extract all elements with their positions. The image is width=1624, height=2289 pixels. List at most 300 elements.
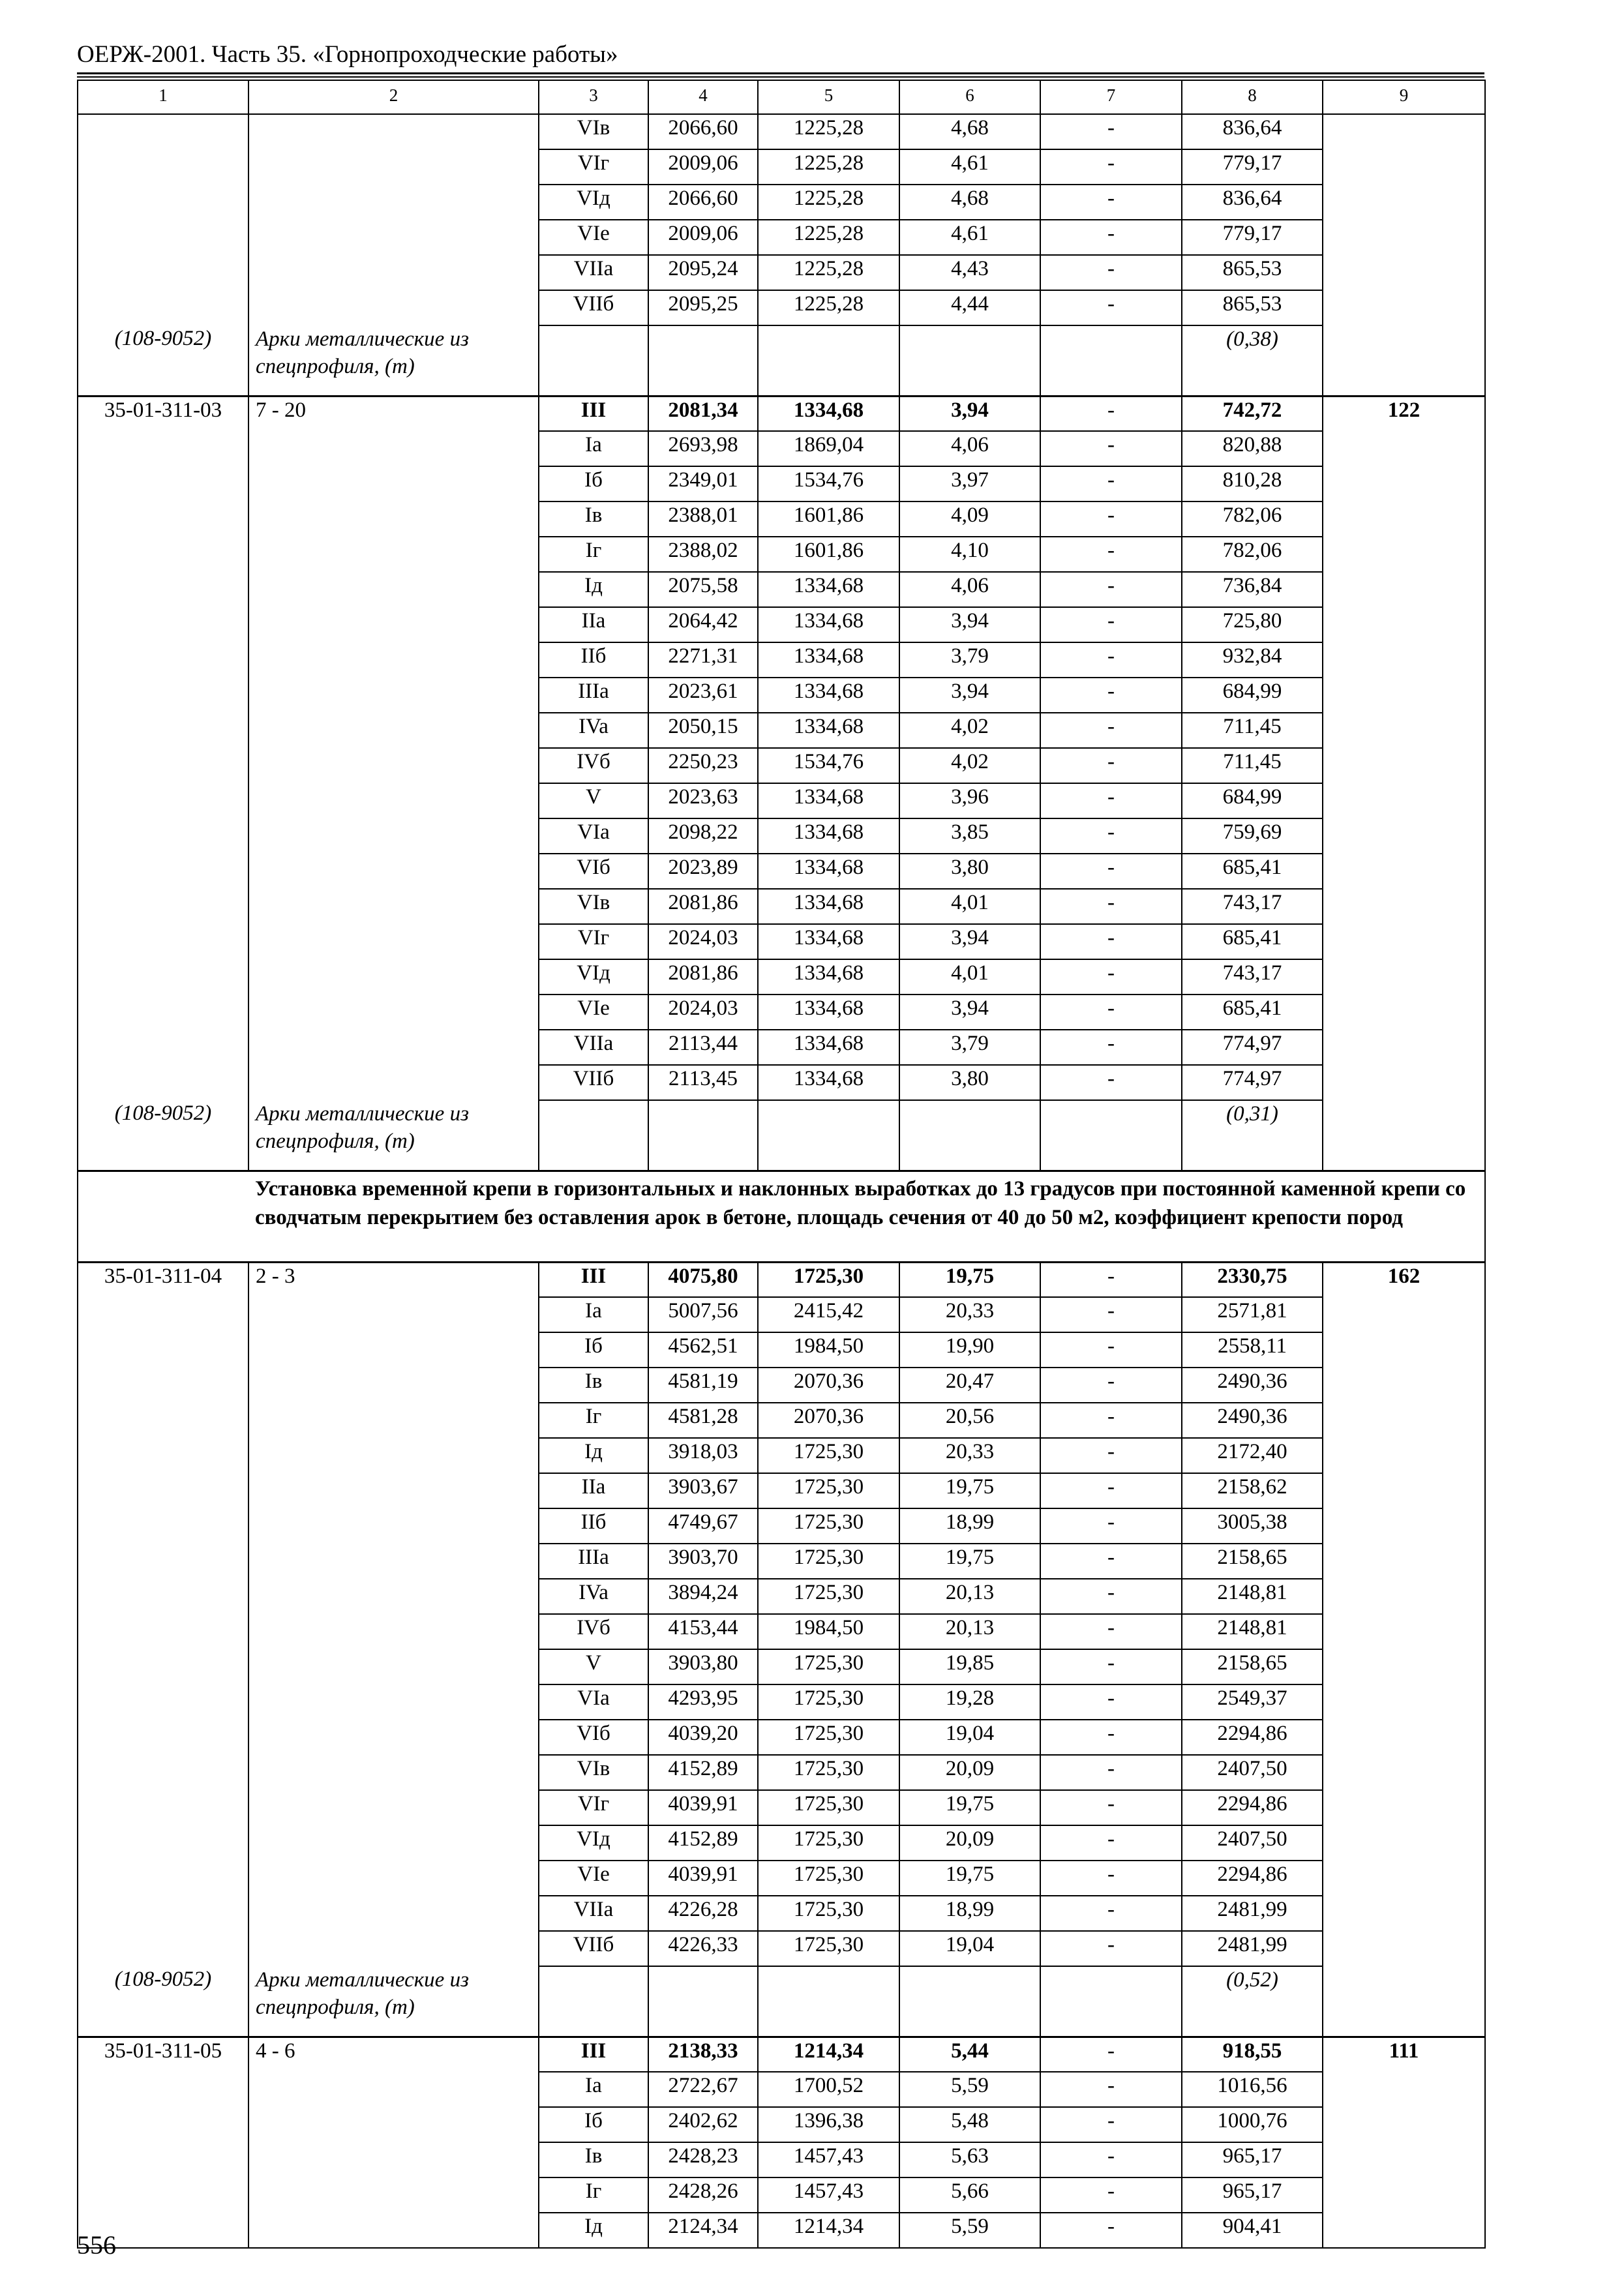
- total-cost-cell: 2428,26: [648, 2177, 758, 2213]
- labor-cell: [1323, 149, 1485, 185]
- region-cell: VIг: [539, 1790, 648, 1825]
- wages-cell: 1725,30: [758, 1790, 899, 1825]
- table-row: [78, 114, 1485, 149]
- machine-cost-cell: 3,97: [899, 466, 1040, 501]
- wages-cell: 1725,30: [758, 1649, 899, 1684]
- total-cost-cell: 2066,60: [648, 185, 758, 220]
- description-cell: [248, 924, 539, 959]
- table-row: [78, 924, 1485, 959]
- rate-code-cell: [78, 572, 248, 607]
- materials-cell: 2158,65: [1182, 1649, 1323, 1684]
- empty-cell: [78, 1171, 248, 1262]
- table-row: [78, 2107, 1485, 2142]
- labor-cell: [1323, 2072, 1485, 2107]
- labor-cell: [1323, 1438, 1485, 1473]
- labor-cell: [1323, 1720, 1485, 1755]
- materials-cell: 1016,56: [1182, 2072, 1323, 2107]
- total-cost-cell: 2388,01: [648, 501, 758, 537]
- labor-cell: [1323, 2107, 1485, 2142]
- total-cost-cell: 4581,19: [648, 1368, 758, 1403]
- region-cell: III: [539, 396, 648, 431]
- labor-cell: [1323, 537, 1485, 572]
- total-cost-cell: 4075,80: [648, 1262, 758, 1297]
- materials-cell: 820,88: [1182, 431, 1323, 466]
- table-row: [78, 1614, 1485, 1649]
- labor-cell: [1323, 1030, 1485, 1065]
- machine-cost-cell: 5,66: [899, 2177, 1040, 2213]
- description-cell: [248, 1403, 539, 1438]
- materials-cell: 865,53: [1182, 255, 1323, 290]
- machine-cost-cell: 19,85: [899, 1649, 1040, 1684]
- material-code: (108-9052): [78, 1966, 248, 2037]
- materials-cell: 2294,86: [1182, 1861, 1323, 1896]
- rate-code-cell: [78, 1065, 248, 1100]
- materials-cell: 2294,86: [1182, 1790, 1323, 1825]
- total-cost-cell: 2081,86: [648, 889, 758, 924]
- table-row: [78, 466, 1485, 501]
- total-cost-cell: 4293,95: [648, 1684, 758, 1720]
- empty-cell: [899, 1966, 1040, 2037]
- region-cell: V: [539, 783, 648, 818]
- rate-code-cell: [78, 466, 248, 501]
- total-cost-cell: 2250,23: [648, 748, 758, 783]
- labor-cell: [1323, 607, 1485, 642]
- rate-code-cell: [78, 1931, 248, 1966]
- labor-cell: [1323, 1684, 1485, 1720]
- description-cell: 2 - 3: [248, 1262, 539, 1297]
- description-cell: [248, 149, 539, 185]
- rate-code-cell: [78, 748, 248, 783]
- driver-wages-cell: -: [1040, 1861, 1182, 1896]
- rate-code-cell: [78, 783, 248, 818]
- wages-cell: 1984,50: [758, 1614, 899, 1649]
- machine-cost-cell: 19,75: [899, 1790, 1040, 1825]
- description-cell: [248, 1755, 539, 1790]
- machine-cost-cell: 4,61: [899, 220, 1040, 255]
- rate-code-cell: [78, 431, 248, 466]
- machine-cost-cell: 20,09: [899, 1755, 1040, 1790]
- wages-cell: 1334,68: [758, 783, 899, 818]
- table-row: [78, 1544, 1485, 1579]
- region-cell: VIд: [539, 1825, 648, 1861]
- machine-cost-cell: 19,75: [899, 1262, 1040, 1297]
- table-row: [78, 1297, 1485, 1332]
- driver-wages-cell: -: [1040, 1790, 1182, 1825]
- description-cell: [248, 1508, 539, 1544]
- labor-cell: [1323, 290, 1485, 325]
- total-cost-cell: 2113,44: [648, 1030, 758, 1065]
- section-heading: Установка временной крепи в горизонтальных и наклонных выработках до 13 градусов при постоянной каменной крепи со сводчатым перекрытием без оставления арок в бетоне, площадь сечения от 40 до 50 м2, коэффициент крепости пород: [248, 1171, 1485, 1262]
- table-row: [78, 1332, 1485, 1368]
- description-cell: [248, 1931, 539, 1966]
- machine-cost-cell: 20,33: [899, 1297, 1040, 1332]
- table-row: [78, 2072, 1485, 2107]
- table-row: [78, 1065, 1485, 1100]
- machine-cost-cell: 4,06: [899, 431, 1040, 466]
- description-cell: [248, 995, 539, 1030]
- wages-cell: 1334,68: [758, 818, 899, 854]
- driver-wages-cell: -: [1040, 2107, 1182, 2142]
- total-cost-cell: 2024,03: [648, 995, 758, 1030]
- rate-code-cell: [78, 924, 248, 959]
- table-row: [78, 2177, 1485, 2213]
- materials-cell: 965,17: [1182, 2177, 1323, 2213]
- materials-cell: 2481,99: [1182, 1931, 1323, 1966]
- materials-cell: 774,97: [1182, 1065, 1323, 1100]
- description-cell: [248, 1473, 539, 1508]
- empty-cell: [1040, 1100, 1182, 1171]
- materials-cell: 736,84: [1182, 572, 1323, 607]
- table-row: [78, 642, 1485, 678]
- driver-wages-cell: -: [1040, 995, 1182, 1030]
- region-cell: VIa: [539, 1684, 648, 1720]
- labor-cell: [1323, 995, 1485, 1030]
- wages-cell: 2415,42: [758, 1297, 899, 1332]
- labor-cell: [1323, 748, 1485, 783]
- driver-wages-cell: -: [1040, 290, 1182, 325]
- labor-cell: [1323, 572, 1485, 607]
- machine-cost-cell: 19,75: [899, 1473, 1040, 1508]
- table-row: [78, 572, 1485, 607]
- page-header: ОЕРЖ-2001. Часть 35. «Горнопроходческие работы»: [77, 41, 618, 68]
- table-row: [78, 1368, 1485, 1403]
- driver-wages-cell: -: [1040, 2037, 1182, 2072]
- description-cell: [248, 2107, 539, 2142]
- machine-cost-cell: 3,94: [899, 995, 1040, 1030]
- materials-cell: 685,41: [1182, 924, 1323, 959]
- empty-cell: [1323, 1100, 1485, 1171]
- materials-cell: 684,99: [1182, 678, 1323, 713]
- materials-cell: 2158,62: [1182, 1473, 1323, 1508]
- total-cost-cell: 2024,03: [648, 924, 758, 959]
- machine-cost-cell: 19,28: [899, 1684, 1040, 1720]
- region-cell: Iд: [539, 1438, 648, 1473]
- total-cost-cell: 2113,45: [648, 1065, 758, 1100]
- driver-wages-cell: -: [1040, 255, 1182, 290]
- rate-code-cell: [78, 1720, 248, 1755]
- labor-cell: [1323, 1649, 1485, 1684]
- description-cell: [248, 1438, 539, 1473]
- table-row: [78, 255, 1485, 290]
- wages-cell: 1700,52: [758, 2072, 899, 2107]
- empty-cell: [758, 1100, 899, 1171]
- materials-cell: 2330,75: [1182, 1262, 1323, 1297]
- region-cell: Iд: [539, 572, 648, 607]
- rate-code-cell: [78, 185, 248, 220]
- table-row: [78, 1825, 1485, 1861]
- machine-cost-cell: 5,63: [899, 2142, 1040, 2177]
- labor-cell: [1323, 2177, 1485, 2213]
- driver-wages-cell: -: [1040, 607, 1182, 642]
- driver-wages-cell: -: [1040, 924, 1182, 959]
- rate-code-cell: [78, 1614, 248, 1649]
- material-quantity: (0,31): [1182, 1100, 1323, 1171]
- material-quantity: (0,52): [1182, 1966, 1323, 2037]
- description-cell: [248, 220, 539, 255]
- description-cell: [248, 1030, 539, 1065]
- driver-wages-cell: -: [1040, 1508, 1182, 1544]
- region-cell: Ia: [539, 1297, 648, 1332]
- driver-wages-cell: -: [1040, 1473, 1182, 1508]
- driver-wages-cell: -: [1040, 1684, 1182, 1720]
- total-cost-cell: 4581,28: [648, 1403, 758, 1438]
- labor-cell: [1323, 1065, 1485, 1100]
- total-cost-cell: 2693,98: [648, 431, 758, 466]
- region-cell: Iг: [539, 1403, 648, 1438]
- region-cell: VIв: [539, 114, 648, 149]
- wages-cell: 1725,30: [758, 1262, 899, 1297]
- region-cell: VIб: [539, 1720, 648, 1755]
- labor-cell: [1323, 1790, 1485, 1825]
- machine-cost-cell: 19,75: [899, 1861, 1040, 1896]
- labor-cell: [1323, 185, 1485, 220]
- driver-wages-cell: -: [1040, 1614, 1182, 1649]
- driver-wages-cell: -: [1040, 1544, 1182, 1579]
- table-row: [78, 818, 1485, 854]
- region-cell: VIв: [539, 889, 648, 924]
- empty-cell: [1323, 325, 1485, 396]
- materials-cell: 711,45: [1182, 748, 1323, 783]
- rate-code-cell: [78, 1649, 248, 1684]
- description-cell: [248, 2213, 539, 2248]
- description-cell: [248, 783, 539, 818]
- total-cost-cell: 4562,51: [648, 1332, 758, 1368]
- labor-cell: [1323, 1508, 1485, 1544]
- wages-cell: 1534,76: [758, 748, 899, 783]
- labor-cell: [1323, 1403, 1485, 1438]
- table-row: [78, 1438, 1485, 1473]
- rate-code-cell: [78, 1861, 248, 1896]
- machine-cost-cell: 3,79: [899, 1030, 1040, 1065]
- labor-cell: 111: [1323, 2037, 1485, 2072]
- rate-code-cell: 35-01-311-04: [78, 1262, 248, 1297]
- driver-wages-cell: -: [1040, 220, 1182, 255]
- wages-cell: 1601,86: [758, 501, 899, 537]
- description-cell: [248, 2142, 539, 2177]
- rate-code-cell: [78, 255, 248, 290]
- description-cell: [248, 537, 539, 572]
- description-cell: [248, 959, 539, 995]
- empty-cell: [539, 1100, 648, 1171]
- rate-code-cell: [78, 2072, 248, 2107]
- materials-cell: 782,06: [1182, 501, 1323, 537]
- labor-cell: 122: [1323, 396, 1485, 431]
- table-row: [78, 185, 1485, 220]
- description-cell: [248, 1614, 539, 1649]
- labor-cell: [1323, 1368, 1485, 1403]
- driver-wages-cell: -: [1040, 854, 1182, 889]
- materials-cell: 743,17: [1182, 959, 1323, 995]
- region-cell: VIIб: [539, 1931, 648, 1966]
- rate-code-cell: [78, 2177, 248, 2213]
- table-row: [78, 854, 1485, 889]
- description-cell: [248, 1790, 539, 1825]
- wages-cell: 1725,30: [758, 1896, 899, 1931]
- table-row: [78, 889, 1485, 924]
- rate-code-cell: [78, 678, 248, 713]
- total-cost-cell: 2428,23: [648, 2142, 758, 2177]
- materials-cell: 743,17: [1182, 889, 1323, 924]
- rate-code-cell: [78, 642, 248, 678]
- table-row: [78, 1403, 1485, 1438]
- wages-cell: 1396,38: [758, 2107, 899, 2142]
- driver-wages-cell: -: [1040, 1030, 1182, 1065]
- empty-cell: [758, 325, 899, 396]
- wages-cell: 1334,68: [758, 854, 899, 889]
- rate-code-cell: [78, 959, 248, 995]
- labor-cell: [1323, 1614, 1485, 1649]
- materials-cell: 3005,38: [1182, 1508, 1323, 1544]
- labor-cell: [1323, 1332, 1485, 1368]
- wages-cell: 1214,34: [758, 2213, 899, 2248]
- table-row: [78, 607, 1485, 642]
- wages-cell: 1984,50: [758, 1332, 899, 1368]
- column-number: 5: [758, 80, 899, 114]
- driver-wages-cell: -: [1040, 431, 1182, 466]
- description-cell: [248, 1065, 539, 1100]
- description-cell: [248, 642, 539, 678]
- labor-cell: [1323, 713, 1485, 748]
- labor-cell: [1323, 1825, 1485, 1861]
- machine-cost-cell: 3,79: [899, 642, 1040, 678]
- table-row: [78, 995, 1485, 1030]
- driver-wages-cell: -: [1040, 149, 1182, 185]
- driver-wages-cell: -: [1040, 642, 1182, 678]
- region-cell: IVб: [539, 748, 648, 783]
- rate-code-cell: [78, 537, 248, 572]
- empty-cell: [539, 1966, 648, 2037]
- driver-wages-cell: -: [1040, 466, 1182, 501]
- machine-cost-cell: 3,96: [899, 783, 1040, 818]
- driver-wages-cell: -: [1040, 1332, 1182, 1368]
- rate-code-cell: [78, 149, 248, 185]
- driver-wages-cell: -: [1040, 1065, 1182, 1100]
- labor-cell: [1323, 1931, 1485, 1966]
- machine-cost-cell: 4,02: [899, 713, 1040, 748]
- material-name: Арки металлические из спецпрофиля, (т): [248, 325, 539, 396]
- materials-cell: 685,41: [1182, 995, 1323, 1030]
- driver-wages-cell: -: [1040, 2072, 1182, 2107]
- labor-cell: [1323, 1473, 1485, 1508]
- rate-code-cell: [78, 1544, 248, 1579]
- driver-wages-cell: -: [1040, 396, 1182, 431]
- wages-cell: 1334,68: [758, 642, 899, 678]
- rate-code-cell: [78, 607, 248, 642]
- total-cost-cell: 2023,89: [648, 854, 758, 889]
- wages-cell: 1725,30: [758, 1508, 899, 1544]
- driver-wages-cell: -: [1040, 1297, 1182, 1332]
- driver-wages-cell: -: [1040, 1262, 1182, 1297]
- table-row: [78, 1684, 1485, 1720]
- region-cell: IIб: [539, 642, 648, 678]
- driver-wages-cell: -: [1040, 114, 1182, 149]
- machine-cost-cell: 4,02: [899, 748, 1040, 783]
- total-cost-cell: 4226,28: [648, 1896, 758, 1931]
- driver-wages-cell: -: [1040, 713, 1182, 748]
- total-cost-cell: 2722,67: [648, 2072, 758, 2107]
- wages-cell: 1334,68: [758, 924, 899, 959]
- wages-cell: 1225,28: [758, 220, 899, 255]
- machine-cost-cell: 4,68: [899, 185, 1040, 220]
- wages-cell: 1725,30: [758, 1755, 899, 1790]
- column-number: 4: [648, 80, 758, 114]
- machine-cost-cell: 3,94: [899, 396, 1040, 431]
- table-row: [78, 431, 1485, 466]
- wages-cell: 1601,86: [758, 537, 899, 572]
- table-row: [78, 2037, 1485, 2072]
- total-cost-cell: 4152,89: [648, 1755, 758, 1790]
- machine-cost-cell: 20,47: [899, 1368, 1040, 1403]
- description-cell: [248, 854, 539, 889]
- materials-cell: 836,64: [1182, 114, 1323, 149]
- column-number: 2: [248, 80, 539, 114]
- labor-cell: 162: [1323, 1262, 1485, 1297]
- total-cost-cell: 2098,22: [648, 818, 758, 854]
- rate-code-cell: [78, 1473, 248, 1508]
- materials-cell: 932,84: [1182, 642, 1323, 678]
- labor-cell: [1323, 1896, 1485, 1931]
- region-cell: Iв: [539, 2142, 648, 2177]
- rates-table: [77, 80, 1486, 2249]
- wages-cell: 1334,68: [758, 1030, 899, 1065]
- materials-cell: 2571,81: [1182, 1297, 1323, 1332]
- region-cell: VIa: [539, 818, 648, 854]
- region-cell: Iг: [539, 537, 648, 572]
- material-quantity: (0,38): [1182, 325, 1323, 396]
- region-cell: IIIa: [539, 678, 648, 713]
- rate-code-cell: [78, 1684, 248, 1720]
- machine-cost-cell: 18,99: [899, 1508, 1040, 1544]
- materials-cell: 2490,36: [1182, 1403, 1323, 1438]
- description-cell: [248, 431, 539, 466]
- table-row: [78, 2142, 1485, 2177]
- region-cell: VIIa: [539, 1030, 648, 1065]
- wages-cell: 1225,28: [758, 185, 899, 220]
- materials-cell: 2549,37: [1182, 1684, 1323, 1720]
- labor-cell: [1323, 2142, 1485, 2177]
- materials-cell: 918,55: [1182, 2037, 1323, 2072]
- column-number: 3: [539, 80, 648, 114]
- region-cell: IIa: [539, 1473, 648, 1508]
- materials-cell: 779,17: [1182, 149, 1323, 185]
- driver-wages-cell: -: [1040, 1368, 1182, 1403]
- total-cost-cell: 3903,67: [648, 1473, 758, 1508]
- region-cell: Iв: [539, 501, 648, 537]
- rate-code-cell: [78, 854, 248, 889]
- materials-cell: 2294,86: [1182, 1720, 1323, 1755]
- machine-cost-cell: 4,68: [899, 114, 1040, 149]
- column-number: 8: [1182, 80, 1323, 114]
- materials-cell: 685,41: [1182, 854, 1323, 889]
- empty-cell: [539, 325, 648, 396]
- machine-cost-cell: 5,59: [899, 2072, 1040, 2107]
- labor-cell: [1323, 114, 1485, 149]
- materials-cell: 782,06: [1182, 537, 1323, 572]
- table-row: [78, 2213, 1485, 2248]
- driver-wages-cell: -: [1040, 1403, 1182, 1438]
- description-cell: [248, 678, 539, 713]
- machine-cost-cell: 4,06: [899, 572, 1040, 607]
- table-row: [78, 748, 1485, 783]
- driver-wages-cell: -: [1040, 1931, 1182, 1966]
- table-row: [78, 1790, 1485, 1825]
- description-cell: [248, 818, 539, 854]
- description-cell: [248, 713, 539, 748]
- table-row: [78, 1473, 1485, 1508]
- wages-cell: 1334,68: [758, 572, 899, 607]
- materials-cell: 742,72: [1182, 396, 1323, 431]
- materials-cell: 2158,65: [1182, 1544, 1323, 1579]
